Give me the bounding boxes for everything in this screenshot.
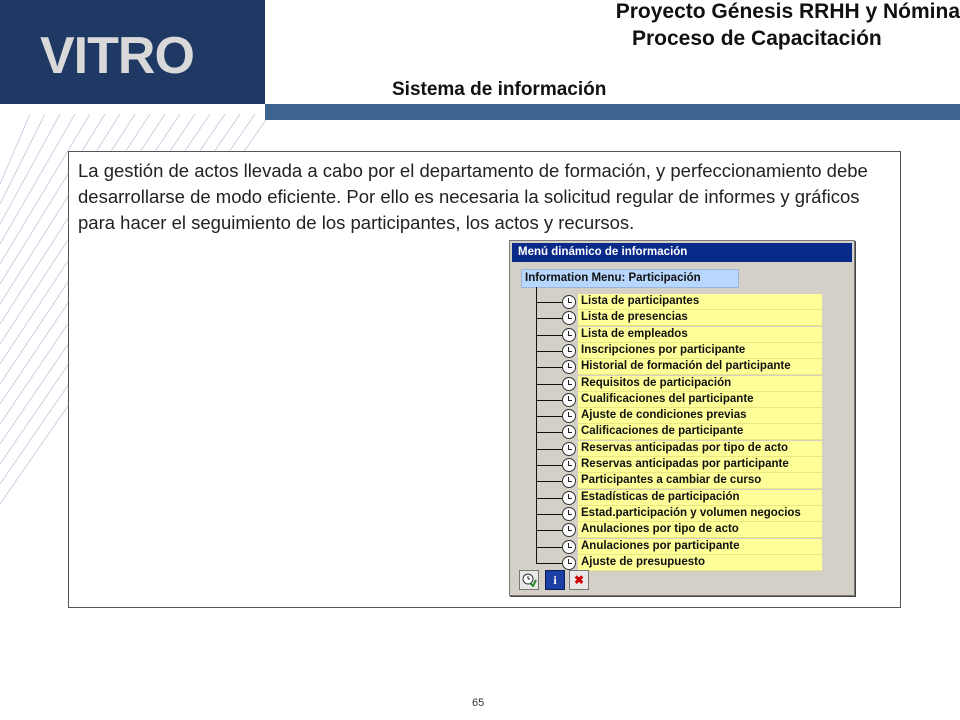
sap-info-menu-window bbox=[509, 240, 855, 596]
menu-heading[interactable]: Information Menu: Participación bbox=[521, 269, 739, 288]
tree-branch-line bbox=[536, 449, 562, 450]
tree-item-label[interactable]: Historial de formación del participante bbox=[578, 359, 822, 375]
tree-item-label[interactable]: Reservas anticipadas por tipo de acto bbox=[578, 441, 822, 457]
tree-branch-line bbox=[536, 514, 562, 515]
tree-item-label[interactable]: Reservas anticipadas por participante bbox=[578, 457, 822, 473]
tree-branch-line bbox=[536, 465, 562, 466]
report-clock-icon bbox=[562, 523, 576, 537]
tree-item-label[interactable]: Participantes a cambiar de curso bbox=[578, 473, 822, 489]
tree-item-label[interactable]: Inscripciones por participante bbox=[578, 343, 822, 359]
report-clock-icon bbox=[562, 442, 576, 456]
vitro-logo: VITRO bbox=[40, 27, 194, 85]
tree-branch-line bbox=[536, 400, 562, 401]
report-clock-icon bbox=[562, 377, 576, 391]
execute-button[interactable] bbox=[519, 570, 539, 590]
tree-branch-line bbox=[536, 498, 562, 499]
tree-item-label[interactable]: Calificaciones de participante bbox=[578, 424, 822, 440]
report-clock-icon bbox=[562, 556, 576, 570]
tree-branch-line bbox=[536, 335, 562, 336]
tree-item-label[interactable]: Cualificaciones del participante bbox=[578, 392, 822, 408]
tree-branch-line bbox=[536, 384, 562, 385]
report-clock-icon bbox=[562, 474, 576, 488]
tree-branch-line bbox=[536, 416, 562, 417]
tree-branch-line bbox=[536, 432, 562, 433]
report-clock-icon bbox=[562, 393, 576, 407]
window-title: Menú dinámico de información bbox=[512, 243, 852, 262]
description-paragraph: La gestión de actos llevada a cabo por el departamento de formación, y perfeccionamiento debe desarrollarse de modo eficiente. Por ello es necesaria la solicitud regular de informes y gráficos para hacer el seguimiento de los participantes, los actos y recursos. bbox=[78, 160, 868, 233]
tree-item-label[interactable]: Ajuste de presupuesto bbox=[578, 555, 822, 571]
tree-branch-line bbox=[536, 563, 562, 564]
report-clock-icon bbox=[562, 344, 576, 358]
report-clock-icon bbox=[562, 360, 576, 374]
tree-item-label[interactable]: Ajuste de condiciones previas bbox=[578, 408, 822, 424]
logo-block bbox=[0, 0, 265, 104]
page-number: 65 bbox=[472, 697, 485, 709]
cancel-button[interactable]: ✖ bbox=[569, 570, 589, 590]
report-clock-icon bbox=[562, 540, 576, 554]
report-clock-icon bbox=[562, 458, 576, 472]
tree-item-label[interactable]: Anulaciones por tipo de acto bbox=[578, 522, 822, 538]
tree-connector-line bbox=[536, 287, 537, 563]
report-clock-icon bbox=[562, 507, 576, 521]
tree-item-label[interactable]: Lista de empleados bbox=[578, 327, 822, 343]
tree-branch-line bbox=[536, 547, 562, 548]
tree-item-label[interactable]: Estadísticas de participación bbox=[578, 490, 822, 506]
header-bar bbox=[265, 104, 960, 120]
tree-branch-line bbox=[536, 351, 562, 352]
project-title: Proyecto Génesis RRHH y Nómina bbox=[615, 0, 960, 23]
tree-item-label[interactable]: Requisitos de participación bbox=[578, 376, 822, 392]
tree-branch-line bbox=[536, 367, 562, 368]
section-title: Sistema de información bbox=[392, 79, 607, 100]
report-clock-icon bbox=[562, 311, 576, 325]
tree-branch-line bbox=[536, 318, 562, 319]
execute-clock-icon bbox=[521, 571, 537, 587]
tree-item-label[interactable]: Lista de participantes bbox=[578, 294, 822, 310]
tree-branch-line bbox=[536, 481, 562, 482]
report-clock-icon bbox=[562, 409, 576, 423]
tree-branch-line bbox=[536, 530, 562, 531]
report-clock-icon bbox=[562, 295, 576, 309]
process-title: Proceso de Capacitación bbox=[632, 27, 882, 50]
tree-item-label[interactable]: Lista de presencias bbox=[578, 310, 822, 326]
report-clock-icon bbox=[562, 328, 576, 342]
tree-branch-line bbox=[536, 302, 562, 303]
tree-item-label[interactable]: Anulaciones por participante bbox=[578, 539, 822, 555]
info-button[interactable]: i bbox=[545, 570, 565, 590]
report-clock-icon bbox=[562, 491, 576, 505]
report-clock-icon bbox=[562, 425, 576, 439]
tree-item-label[interactable]: Estad.participación y volumen negocios bbox=[578, 506, 822, 522]
